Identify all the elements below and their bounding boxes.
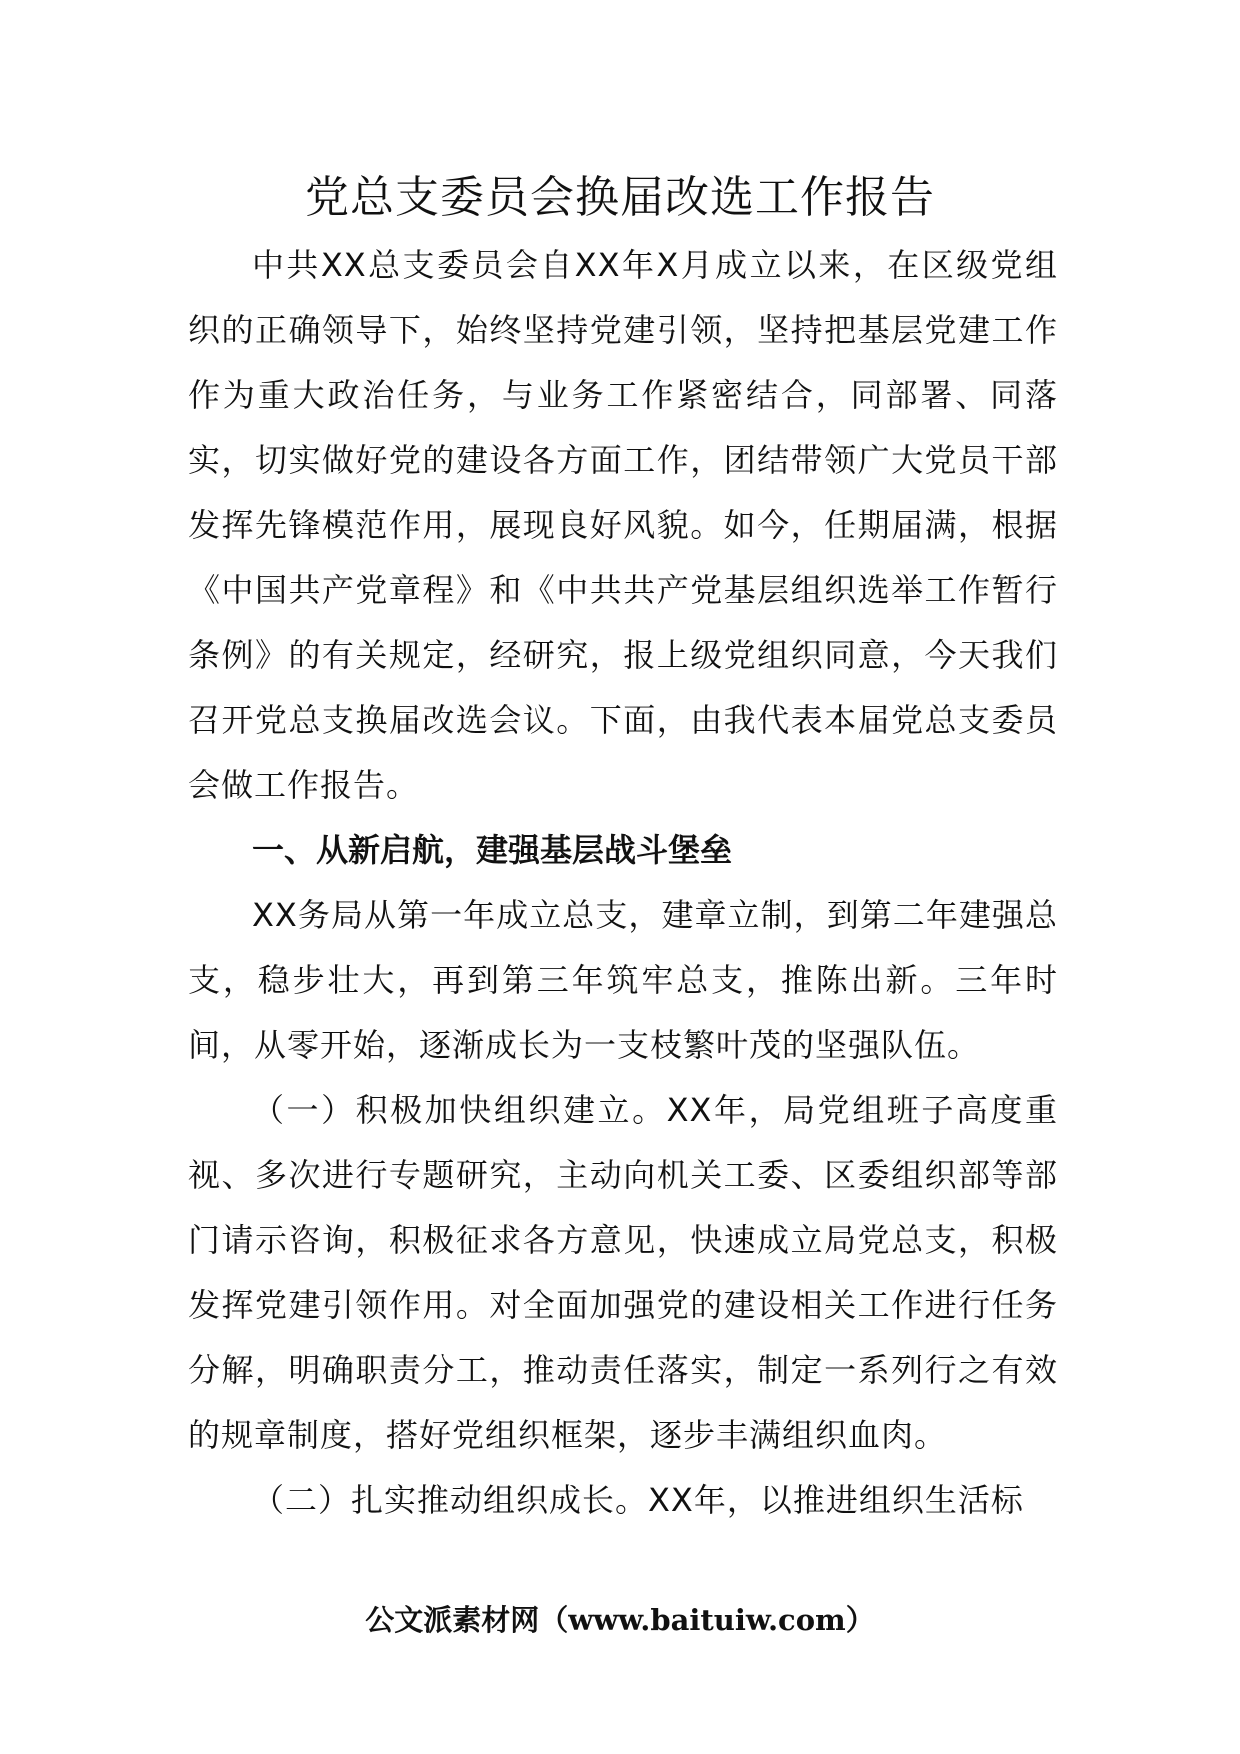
paragraph-intro: 中共XX总支委员会自XX年X月成立以来，在区级党组织的正确领导下，始终坚持党建引领，坚持把基层党建工作作为重大政治任务，与业务工作紧密结合，同部署、同落实，切实做好党的建设各方面工作，团结带领广大党员干部发挥先锋模范作用，展现良好风貌。如今，任期届满，根据《中国共产党章程》和《中共共产党基层组织选举工作暂行条例》的有关规定，经研究，报上级党组织同意，今天我们召开党总支换届改选会议。下面，由我代表本届党总支委员会做工作报告。 [188,246,1058,804]
document-title: 党总支委员会换届改选工作报告 [305,172,935,223]
document-body [188,233,1058,1533]
paragraph-section-1: XX务局从第一年成立总支，建章立制，到第二年建强总支，稳步壮大，再到第三年筑牢总支，推陈出新。三年时间，从零开始，逐渐成长为一支枝繁叶茂的坚强队伍。 [188,896,1058,1064]
section-heading-1: 一、从新启航，建强基层战斗堡垒 [252,831,733,869]
paragraph-subsection-1: （一）积极加快组织建立。XX年，局党组班子高度重视、多次进行专题研究，主动向机关工委、区委组织部等部门请示咨询，积极征求各方意见，快速成立局党总支，积极发挥党建引领作用。对全面加强党的建设相关工作进行任务分解，明确职责分工，推动责任落实，制定一系列行之有效的规章制度，搭好党组织框架，逐步丰满组织血肉。 [188,1091,1058,1454]
paragraph-subsection-2: （二）扎实推动组织成长。XX年，以推进组织生活标 [252,1481,1024,1519]
footer-watermark: 公文派素材网（www.baituiw.com） [365,1603,875,1637]
